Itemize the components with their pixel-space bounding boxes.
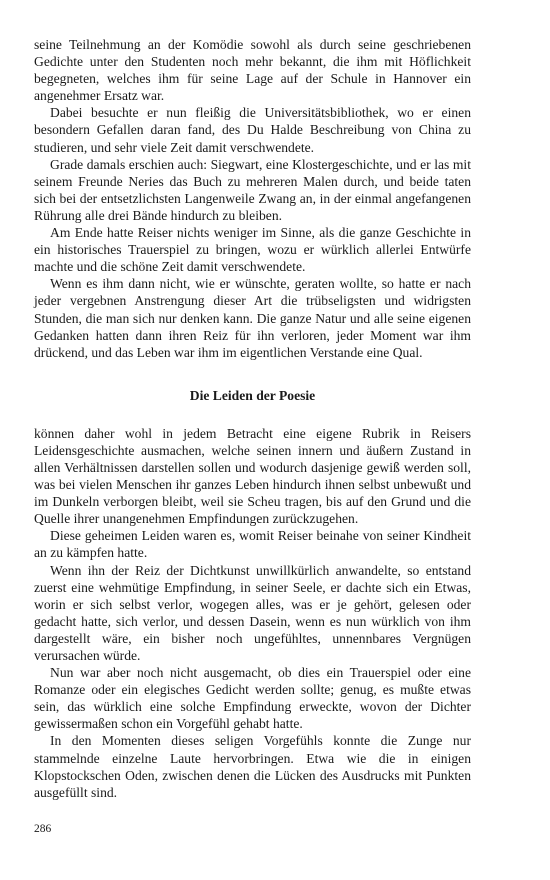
paragraph: Am Ende hatte Reiser nichts weniger im Sinne, als die ganze Geschichte in ein historisches Trauerspiel zu bringen, wozu er würklich allerlei Entwürfe machte und die schöne Zeit damit verschwendete. [34,225,471,275]
paragraph: Diese geheimen Leiden waren es, womit Reiser beinahe von seiner Kindheit an zu kämpfen hatte. [34,528,471,561]
page-number: 286 [34,823,52,835]
section-heading: Die Leiden der Poesie [189,387,316,403]
paragraph: Wenn es ihm dann nicht, wie er wünschte, geraten wollte, so hatte er nach jeder vergebnen Anstrengung dieser Art die trübseligsten und widrigsten Stunden, die man sich nur denken kann. Die ganze Natur und alle seine eigenen Gedanken hatten dann ihren Reiz für ihn verloren, jeder Moment war ihm drückend, und das Leben war ihm im eigentlichen Verstande eine Qual. [34,276,471,360]
bottom-text-block [34,425,471,801]
book-page [34,36,471,801]
top-text-block [34,36,471,361]
paragraph: In den Momenten dieses seligen Vorgefühls konnte die Zunge nur stammelnde einzelne Laute hervorbringen. Etwa wie die in einigen Klopstockschen Oden, zwischen denen die Lücken des Ausdrucks mit Punkten ausgefüllt sind. [34,733,471,800]
paragraph: Wenn ihn der Reiz der Dichtkunst unwillkürlich anwandelte, so entstand zuerst eine wehmütige Empfindung, in seiner Seele, er dachte sich ein Etwas, worin er sich selbst verlor, wogegen alles, was er je gehört, gelesen oder gedacht hatte, sich verlor, und dessen Dasein, wenn es nun würklich von ihm dargestellt wäre, ein bisher noch ungefühltes, unnennbares Vergnügen verursachen würde. [34,562,471,663]
paragraph: Dabei besuchte er nun fleißig die Universitätsbibliothek, wo er einen besondern Gefallen daran fand, des Du Halde Beschreibung von China zu studieren, und sehr viele Zeit damit verschwendete. [34,105,471,155]
paragraph: können daher wohl in jedem Betracht eine eigene Rubrik in Reisers Leidensgeschichte ausmachen, welche seinen innern und äußern Zustand in allen Verhältnissen darstellen sollen und wodurch dasjenige gewiß werden soll, was bei vielen Menschen ihr ganzes Leben hindurch ihnen selbst unbewußt und im Dunkeln verborgen bleibt, weil sie Scheu tragen, bis auf den Grund und die Quelle ihrer unangenehmen Empfindungen zurückzugehen. [34,425,471,527]
paragraph: seine Teilnehmung an der Komödie sowohl als durch seine geschriebenen Gedichte unter den Studenten noch mehr bekannt, die ihm mit Höflichkeit begegneten, welches ihm für seine Lage auf der Schule in Hannover ein angenehmer Ersatz war. [34,37,471,104]
paragraph: Grade damals erschien auch: Siegwart, eine Klostergeschichte, und er las mit seinem Freunde Neries das Buch zu mehreren Malen durch, und beide taten sich bei der entsetzlichsten Langenweile Zwang an, in der einmal angefangenen Rührung alle drei Bände hindurch zu bleiben. [34,156,471,223]
paragraph: Nun war aber noch nicht ausgemacht, ob dies ein Trauerspiel oder eine Romanze oder ein elegisches Gedicht werden sollte; genug, es mußte etwas sein, das würklich eine solche Empfindung erweckte, wovon der Dichter gewissermaßen schon ein Vorgefühl gehabt hatte. [34,665,471,732]
